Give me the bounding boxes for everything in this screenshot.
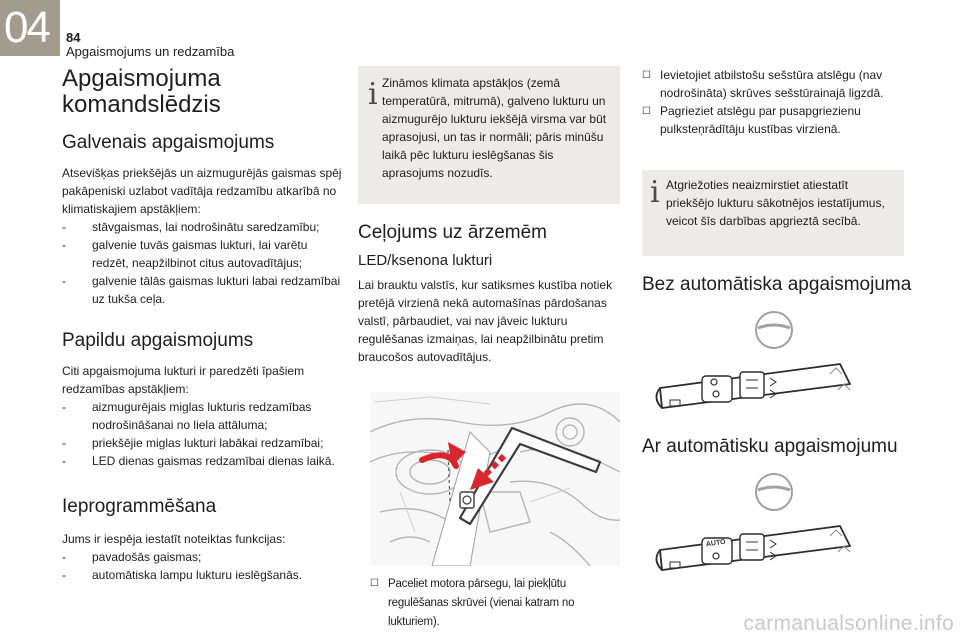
condensation-info-text: Zināmos klimata apstākļos (zemā temperatūrā, mitrumā), galveno lukturu un aizmugurējo lukturu iekšējā virsma var būt aprasojusi, un tas ir normāli; pāris minūšu laikā pēc lukturu ieslēgšanas šis aprasojums nozudīs.: [382, 76, 607, 180]
step-item: [642, 66, 904, 102]
led-text: Lai brauktu valstīs, kur satiksmes kustība notiek pretējā virzienā nekā automašīnas pārdošanas valstī, pārbaudiet, vai nav jāveic lukturu regulēšanas izmaiņas, lai neapžilbinātu pretim braucošos autovadītājus.: [358, 278, 613, 364]
list-item: - automātiska lampu lukturu ieslēgšanās.: [62, 566, 342, 584]
main-lights-heading: Galvenais apgaismojums: [62, 132, 275, 153]
programming-intro: Jums ir iespēja iestatīt noteiktas funkcijas:: [62, 532, 286, 546]
list-item: - galvenie tuvās gaismas lukturi, lai varētu redzēt, neapžilbinot citus autovadītājus;: [62, 236, 342, 272]
list-item: - galvenie tālās gaismas lukturi labai redzamībai uz tukša ceļa.: [62, 272, 342, 308]
list-item: - LED dienas gaismas redzamībai dienas laikā.: [62, 452, 342, 470]
light-stalk-auto-illustration: [650, 470, 900, 586]
programming-list: [62, 548, 342, 584]
caption-item: [370, 574, 624, 631]
page-header: Apgaismojums un redzamība: [66, 44, 235, 59]
checkbox-icon: ☐: [642, 70, 651, 81]
main-lights-intro: Atsevišķas priekšējās un aizmugurējās gaismas spēj pakāpeniski uzlabot vadītāja redzamību atkarībā no klimatiskajiem apstākļiem:: [62, 166, 342, 216]
info-icon: i: [650, 175, 660, 210]
chapter-number: 04: [4, 3, 49, 52]
chapter-badge: [0, 0, 60, 56]
watermark: carmanualsonline.info: [743, 612, 954, 635]
caption: [370, 574, 624, 631]
column-1: [62, 66, 342, 584]
info-icon: i: [368, 77, 378, 112]
extra-lights-heading: Papildu apgaismojums: [62, 330, 254, 351]
reset-info-text: Atgriežoties neaizmirstiet atiestatīt priekšējo lukturu sākotnējos iestatījumus, veicot šīs darbības apgrieztā secībā.: [666, 178, 885, 228]
list-item: - aizmugurējais miglas lukturis redzamības nodrošināšanai no liela attāluma;: [62, 398, 342, 434]
main-lights-list: [62, 218, 342, 308]
page-number: 84: [66, 30, 81, 45]
no-auto-heading: Bez automātiska apgaismojuma: [642, 274, 912, 295]
adjustment-steps: [642, 66, 904, 138]
step-text: Ievietojiet atbilstošu sešstūra atslēgu (nav nodrošināta) skrūves sešstūrainajā ligzdā.: [660, 68, 884, 100]
condensation-info-box: [358, 66, 620, 204]
light-stalk-manual-drawing: [650, 308, 900, 424]
programming-heading: Ieprogrammēšana: [62, 496, 217, 517]
page-title: Apgaismojuma komandslēdzis: [62, 65, 221, 118]
engine-bay-illustration: [370, 392, 620, 566]
auto-label: AUTO: [705, 538, 727, 549]
auto-heading: Ar automātisku apgaismojumu: [642, 436, 898, 457]
light-stalk-auto-drawing: [650, 470, 900, 586]
checkbox-icon: ☐: [370, 578, 379, 589]
list-item: - priekšējie miglas lukturi labākai redzamībai;: [62, 434, 342, 452]
engine-bay-drawing: [370, 392, 620, 566]
caption-text: Paceliet motora pārsegu, lai piekļūtu regulēšanas skrūvei (vienai katram no lukturiem).: [388, 578, 575, 628]
step-text: Pagrieziet atslēgu par pusapgriezienu pulksteņrādītāju kustības virzienā.: [660, 104, 861, 136]
checkbox-icon: ☐: [642, 106, 651, 117]
light-stalk-manual-illustration: [650, 308, 900, 424]
led-heading: LED/ksenona lukturi: [358, 252, 493, 269]
reset-info-box: [642, 170, 904, 256]
step-item: [642, 102, 904, 138]
list-item: - pavadošās gaismas;: [62, 548, 342, 566]
list-item: - stāvgaismas, lai nodrošinātu saredzamību;: [62, 218, 342, 236]
extra-lights-list: [62, 398, 342, 470]
abroad-heading: Ceļojums uz ārzemēm: [358, 222, 547, 243]
extra-lights-intro: Citi apgaismojuma lukturi ir paredzēti īpašiem redzamības apstākļiem:: [62, 364, 305, 396]
